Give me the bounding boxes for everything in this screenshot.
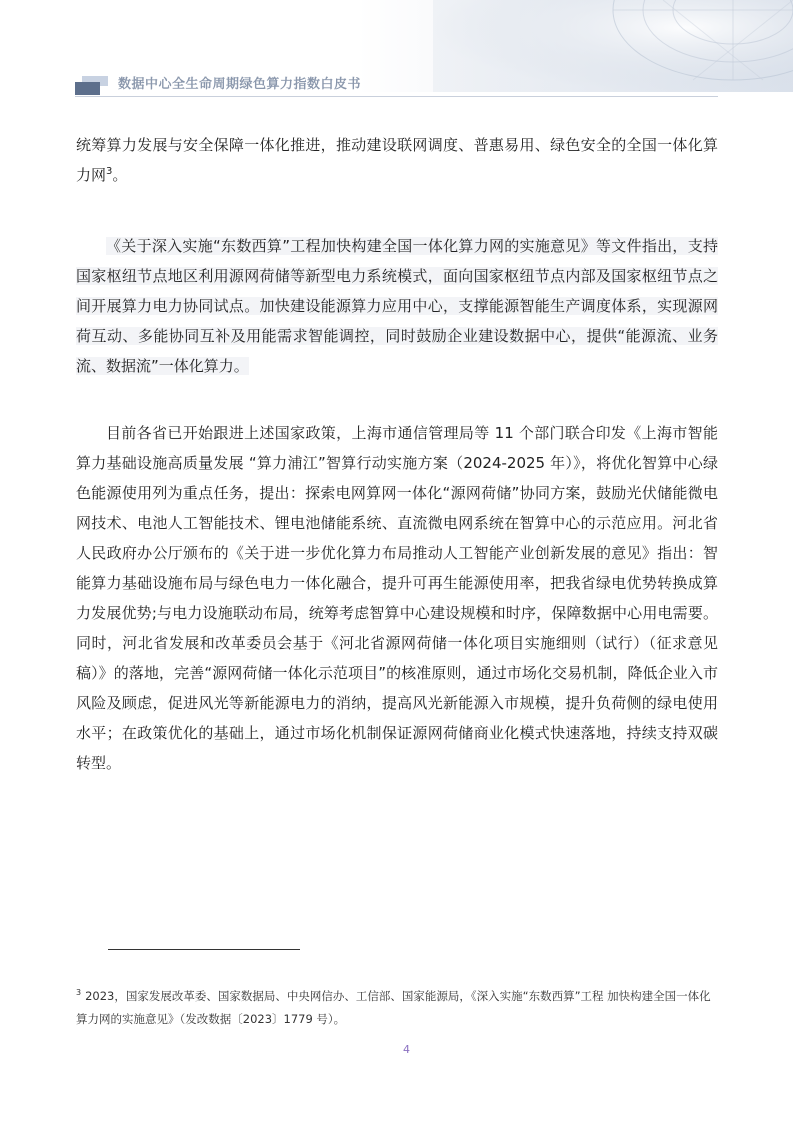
footnote-marker: 3 bbox=[76, 988, 82, 997]
footnote bbox=[76, 985, 718, 1031]
page-number: 4 bbox=[403, 1043, 410, 1056]
header-mark bbox=[75, 82, 100, 95]
footnote-divider bbox=[108, 949, 300, 950]
paragraph-policy-documents bbox=[76, 231, 718, 381]
globe-graphic bbox=[433, 0, 793, 92]
header-divider bbox=[75, 96, 718, 97]
paragraph-tail: 。 bbox=[112, 166, 128, 184]
paragraph-continuation bbox=[76, 130, 718, 190]
paragraph-provincial-policies: 目前各省已开始跟进上述国家政策，上海市通信管理局等 11 个部门联合印发《上海市智能算力基础设施高质量发展 “算力浦江”智算行动实施方案（2024-2025 年）》，将优化智算中心绿色能源使用列为重点任务，提出：探索电网算网一体化“源网荷储”协同方案，鼓励光伏储能微电网技术、电池人工智能技术、锂电池储能系统、直流微电网系统在智算中心的示范应用。河北省人民政府办公厅颁布的《关于进一步优化算力布局推动人工智能产业创新发展的意见》指出：智能算力基础设施布局与绿色电力一体化融合，提升可再生能源使用率，把我省绿电优势转换成算力发展优势;与电力设施联动布局，统筹考虑智算中心建设规模和时序，保障数据中心用电需要。同时，河北省发展和改革委员会基于《河北省源网荷储一体化项目实施细则（试行）（征求意见稿）》的落地，完善“源网荷储一体化示范项目”的核准原则，通过市场化交易机制，降低企业入市风险及顾虑，促进风光等新能源电力的消纳，提高风光新能源入市规模，提升负荷侧的绿电使用水平；在政策优化的基础上，通过市场化机制保证源网荷储商业化模式快速落地，持续支持双碳转型。 bbox=[76, 424, 718, 772]
paragraph-text: 统筹算力发展与安全保障一体化推进，推动建设联网调度、普惠易用、绿色安全的全国一体化算力网 bbox=[76, 136, 718, 184]
footnote-reference[interactable]: 3 bbox=[106, 166, 113, 177]
footnote-text: 2023，国家发展改革委、国家数据局、中央网信办、工信部、国家能源局，《深入实施“东数西算”工程 加快构建全国一体化算力网的实施意见》（发改数据〔2023〕1779 号）。 bbox=[76, 989, 711, 1026]
paragraph-text: 《关于深入实施“东数西算”工程加快构建全国一体化算力网的实施意见》等文件指出，支持国家枢纽节点地区利用源网荷储等新型电力系统模式，面向国家枢纽节点内部及国家枢纽节点之间开展算力电力协同试点。加快建设能源算力应用中心，支撑能源智能生产调度体系，实现源网荷互动、多能协同互补及用能需求智能调控，同时鼓励企业建设数据中心，提供“能源流、业务流、数据流”一体化算力。 bbox=[76, 237, 718, 375]
running-header-title: 数据中心全生命周期绿色算力指数白皮书 bbox=[118, 77, 362, 92]
